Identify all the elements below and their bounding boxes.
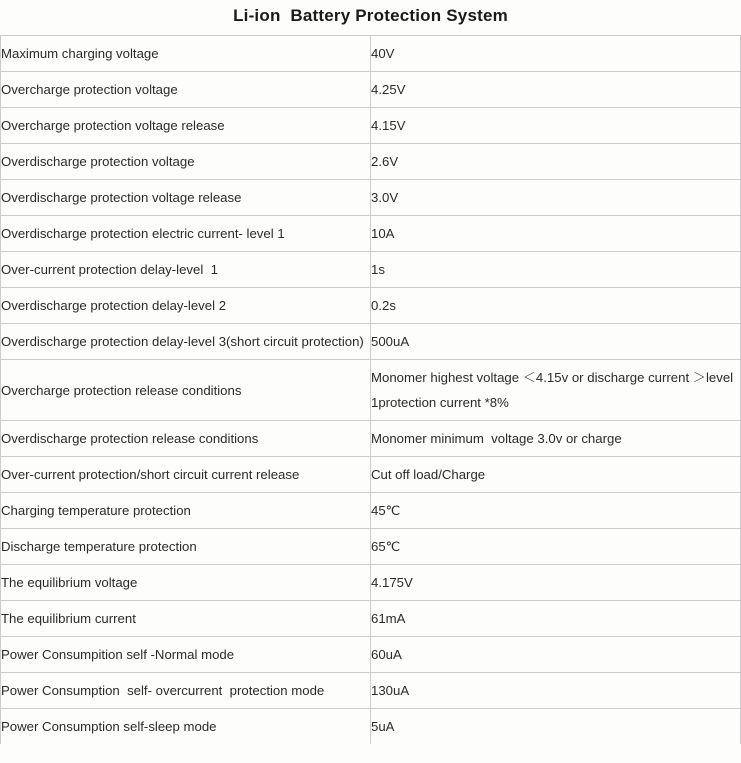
table-row: [1, 421, 741, 457]
parameter-cell: [1, 288, 371, 324]
parameter-label: Overdischarge protection voltage: [1, 154, 195, 169]
value-text: 4.175V: [371, 575, 413, 590]
value-cell: [371, 360, 741, 421]
table-row: [1, 216, 741, 252]
parameter-label: Overdischarge protection delay-level 2: [1, 298, 227, 313]
table-row: [1, 673, 741, 709]
value-cell: [371, 565, 741, 601]
value-cell: [371, 673, 741, 709]
value-cell: [371, 36, 741, 72]
value-cell: [371, 457, 741, 493]
parameter-label: Overcharge protection release conditions: [1, 382, 242, 398]
value-text: 3.0V: [371, 190, 399, 205]
value-text: Monomer highest voltage ＜4.15v or discharge current ＞level 1protection current *8%: [371, 370, 737, 410]
parameter-label: Maximum charging voltage: [1, 46, 159, 61]
value-cell: [371, 601, 741, 637]
parameter-cell: [1, 565, 371, 601]
parameter-label: Over-current protection delay-level 1: [1, 262, 218, 277]
parameter-label: Charging temperature protection: [1, 503, 191, 518]
value-text: 130uA: [371, 683, 410, 698]
parameter-cell: [1, 216, 371, 252]
table-row: [1, 601, 741, 637]
value-text: 10A: [371, 226, 395, 241]
value-cell: [371, 72, 741, 108]
table-row: [1, 180, 741, 216]
table-row: [1, 565, 741, 601]
value-text: Monomer minimum voltage 3.0v or charge: [371, 431, 622, 446]
parameter-cell: [1, 72, 371, 108]
parameter-cell: [1, 709, 371, 745]
parameter-label: Over-current protection/short circuit current release: [1, 467, 300, 482]
value-cell: [371, 180, 741, 216]
parameter-cell: [1, 637, 371, 673]
parameter-cell: [1, 180, 371, 216]
parameter-label: Power Consumpition self -Normal mode: [1, 647, 235, 662]
value-text: 5uA: [371, 719, 395, 734]
value-cell: [371, 529, 741, 565]
parameter-cell: [1, 108, 371, 144]
table-row: [1, 457, 741, 493]
table-row: [1, 324, 741, 360]
value-text: 65℃: [371, 539, 401, 554]
parameter-cell: [1, 493, 371, 529]
table-row: [1, 36, 741, 72]
parameter-cell: [1, 252, 371, 288]
table-row: [1, 72, 741, 108]
value-text: Cut off load/Charge: [371, 467, 486, 482]
value-cell: [371, 288, 741, 324]
value-text: 2.6V: [371, 154, 399, 169]
value-cell: [371, 637, 741, 673]
parameter-label: Power Consumption self- overcurrent protection mode: [1, 683, 325, 698]
value-text: 4.15V: [371, 118, 406, 133]
table-row: [1, 709, 741, 745]
parameter-label: Overdischarge protection electric current- level 1: [1, 226, 285, 241]
table-row: [1, 529, 741, 565]
value-cell: [371, 709, 741, 745]
value-text: 45℃: [371, 503, 401, 518]
value-cell: [371, 216, 741, 252]
parameter-cell: [1, 36, 371, 72]
value-text: 4.25V: [371, 82, 406, 97]
parameter-label: Overdischarge protection release conditions: [1, 431, 259, 446]
value-text: 61mA: [371, 611, 406, 626]
value-text: 1s: [371, 262, 385, 277]
parameter-label: The equilibrium current: [1, 611, 136, 626]
parameter-label: The equilibrium voltage: [1, 575, 138, 590]
table-title-row: [1, 0, 741, 36]
table-row: [1, 108, 741, 144]
table-row: [1, 144, 741, 180]
parameter-label: Overdischarge protection delay-level 3(short circuit protection): [1, 334, 364, 349]
value-text: 40V: [371, 46, 395, 61]
value-cell: [371, 252, 741, 288]
parameter-cell: [1, 144, 371, 180]
parameter-cell: [1, 360, 371, 421]
table-row: [1, 637, 741, 673]
parameter-label: Overcharge protection voltage release: [1, 118, 225, 133]
parameter-cell: [1, 601, 371, 637]
parameter-label: Overcharge protection voltage: [1, 82, 178, 97]
value-cell: [371, 324, 741, 360]
value-cell: [371, 493, 741, 529]
value-cell: [371, 421, 741, 457]
value-cell: [371, 108, 741, 144]
parameter-label: Discharge temperature protection: [1, 539, 197, 554]
parameter-cell: [1, 324, 371, 360]
parameter-cell: [1, 673, 371, 709]
parameter-cell: [1, 421, 371, 457]
table-row: [1, 252, 741, 288]
parameter-label: Power Consumption self-sleep mode: [1, 719, 217, 734]
parameter-cell: [1, 457, 371, 493]
value-cell: [371, 144, 741, 180]
table-body: [1, 0, 741, 744]
value-text: 0.2s: [371, 298, 396, 313]
parameter-cell: [1, 529, 371, 565]
value-text: 60uA: [371, 647, 402, 662]
value-text: 500uA: [371, 334, 410, 349]
table-row: [1, 288, 741, 324]
table-row: [1, 360, 741, 421]
parameter-label: Overdischarge protection voltage release: [1, 190, 242, 205]
table-row: [1, 493, 741, 529]
page-title: Li-ion Battery Protection System: [1, 0, 741, 36]
